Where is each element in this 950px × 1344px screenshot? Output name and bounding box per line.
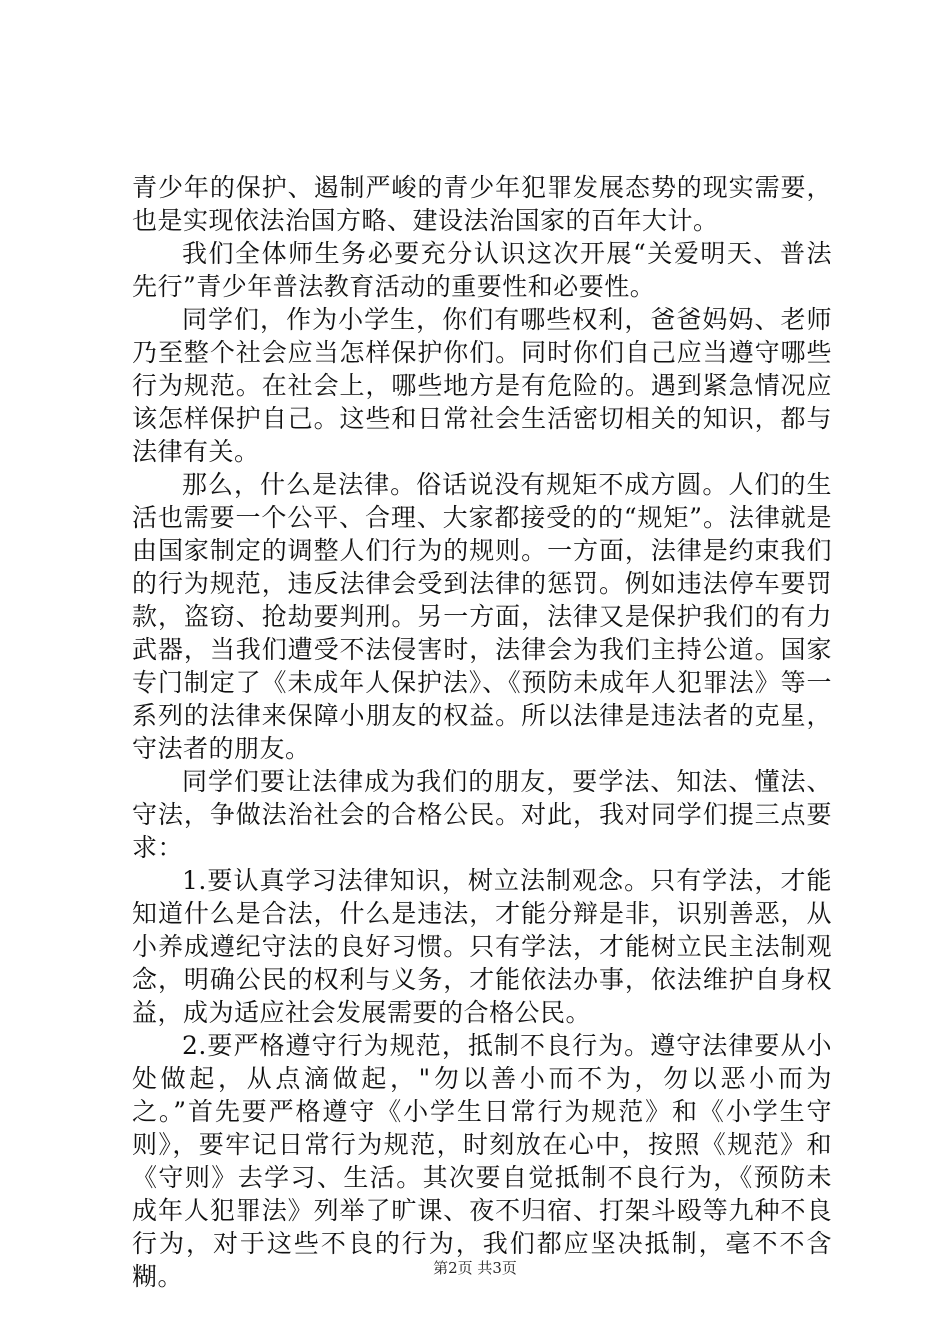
- document-body: [132, 171, 832, 1293]
- paragraph-awareness: 我们全体师生务必要充分认识这次开展“关爱明天、普法先行”青少年普法教育活动的重要性和必要性。: [132, 239, 832, 301]
- paragraph-requirements-intro: 同学们要让法律成为我们的朋友，要学法、知法、懂法、守法，争做法治社会的合格公民。对此，我对同学们提三点要求：: [132, 767, 832, 862]
- paragraph-requirement-2: 2.要严格遵守行为规范，抵制不良行为。遵守法律要从小处做起，从点滴做起，"勿以善小而不为，勿以恶小而为之。”首先要严格遵守《小学生日常行为规范》和《小学生守则》，要牢记日常行为规范，时刻放在心中，按照《规范》和《守则》去学习、生活。其次要自觉抵制不良行为，《预防未成年人犯罪法》列举了旷课、夜不归宿、打架斗殴等九种不良行为，对于这些不良的行为，我们都应坚决抵制，毫不不含糊。: [132, 1031, 832, 1291]
- paragraph-requirement-1: 1.要认真学习法律知识，树立法制观念。只有学法，才能知道什么是合法，什么是违法，才能分辩是非，识别善恶，从小养成遵纪守法的良好习惯。只有学法，才能树立民主法制观念，明确公民的权利与义务，才能依法办事，依法维护自身权益，成为适应社会发展需要的合格公民。: [132, 866, 832, 1027]
- paragraph-continuation: 青少年的保护、遏制严峻的青少年犯罪发展态势的现实需要，也是实现依法治国方略、建设法治国家的百年大计。: [132, 173, 832, 235]
- page-footer: 第2页 共3页: [433, 1259, 517, 1277]
- paragraph-what-is-law: 那么，什么是法律。俗话说没有规矩不成方圆。人们的生活也需要一个公平、合理、大家都接受的的“规矩”。法律就是由国家制定的调整人们行为的规则。一方面，法律是约束我们的行为规范，违反法律会受到法律的惩罚。例如违法停车要罚款，盗窃、抢劫要判刑。另一方面，法律又是保护我们的有力武器，当我们遭受不法侵害时，法律会为我们主持公道。国家专门制定了《未成年人保护法》、《预防未成年人犯罪法》等一系列的法律来保障小朋友的权益。所以法律是违法者的克星，守法者的朋友。: [132, 470, 832, 763]
- paragraph-rights: 同学们，作为小学生，你们有哪些权利，爸爸妈妈、老师乃至整个社会应当怎样保护你们。同时你们自己应当遵守哪些行为规范。在社会上，哪些地方是有危险的。遇到紧急情况应该怎样保护自己。这些和日常社会生活密切相关的知识，都与法律有关。: [132, 305, 832, 466]
